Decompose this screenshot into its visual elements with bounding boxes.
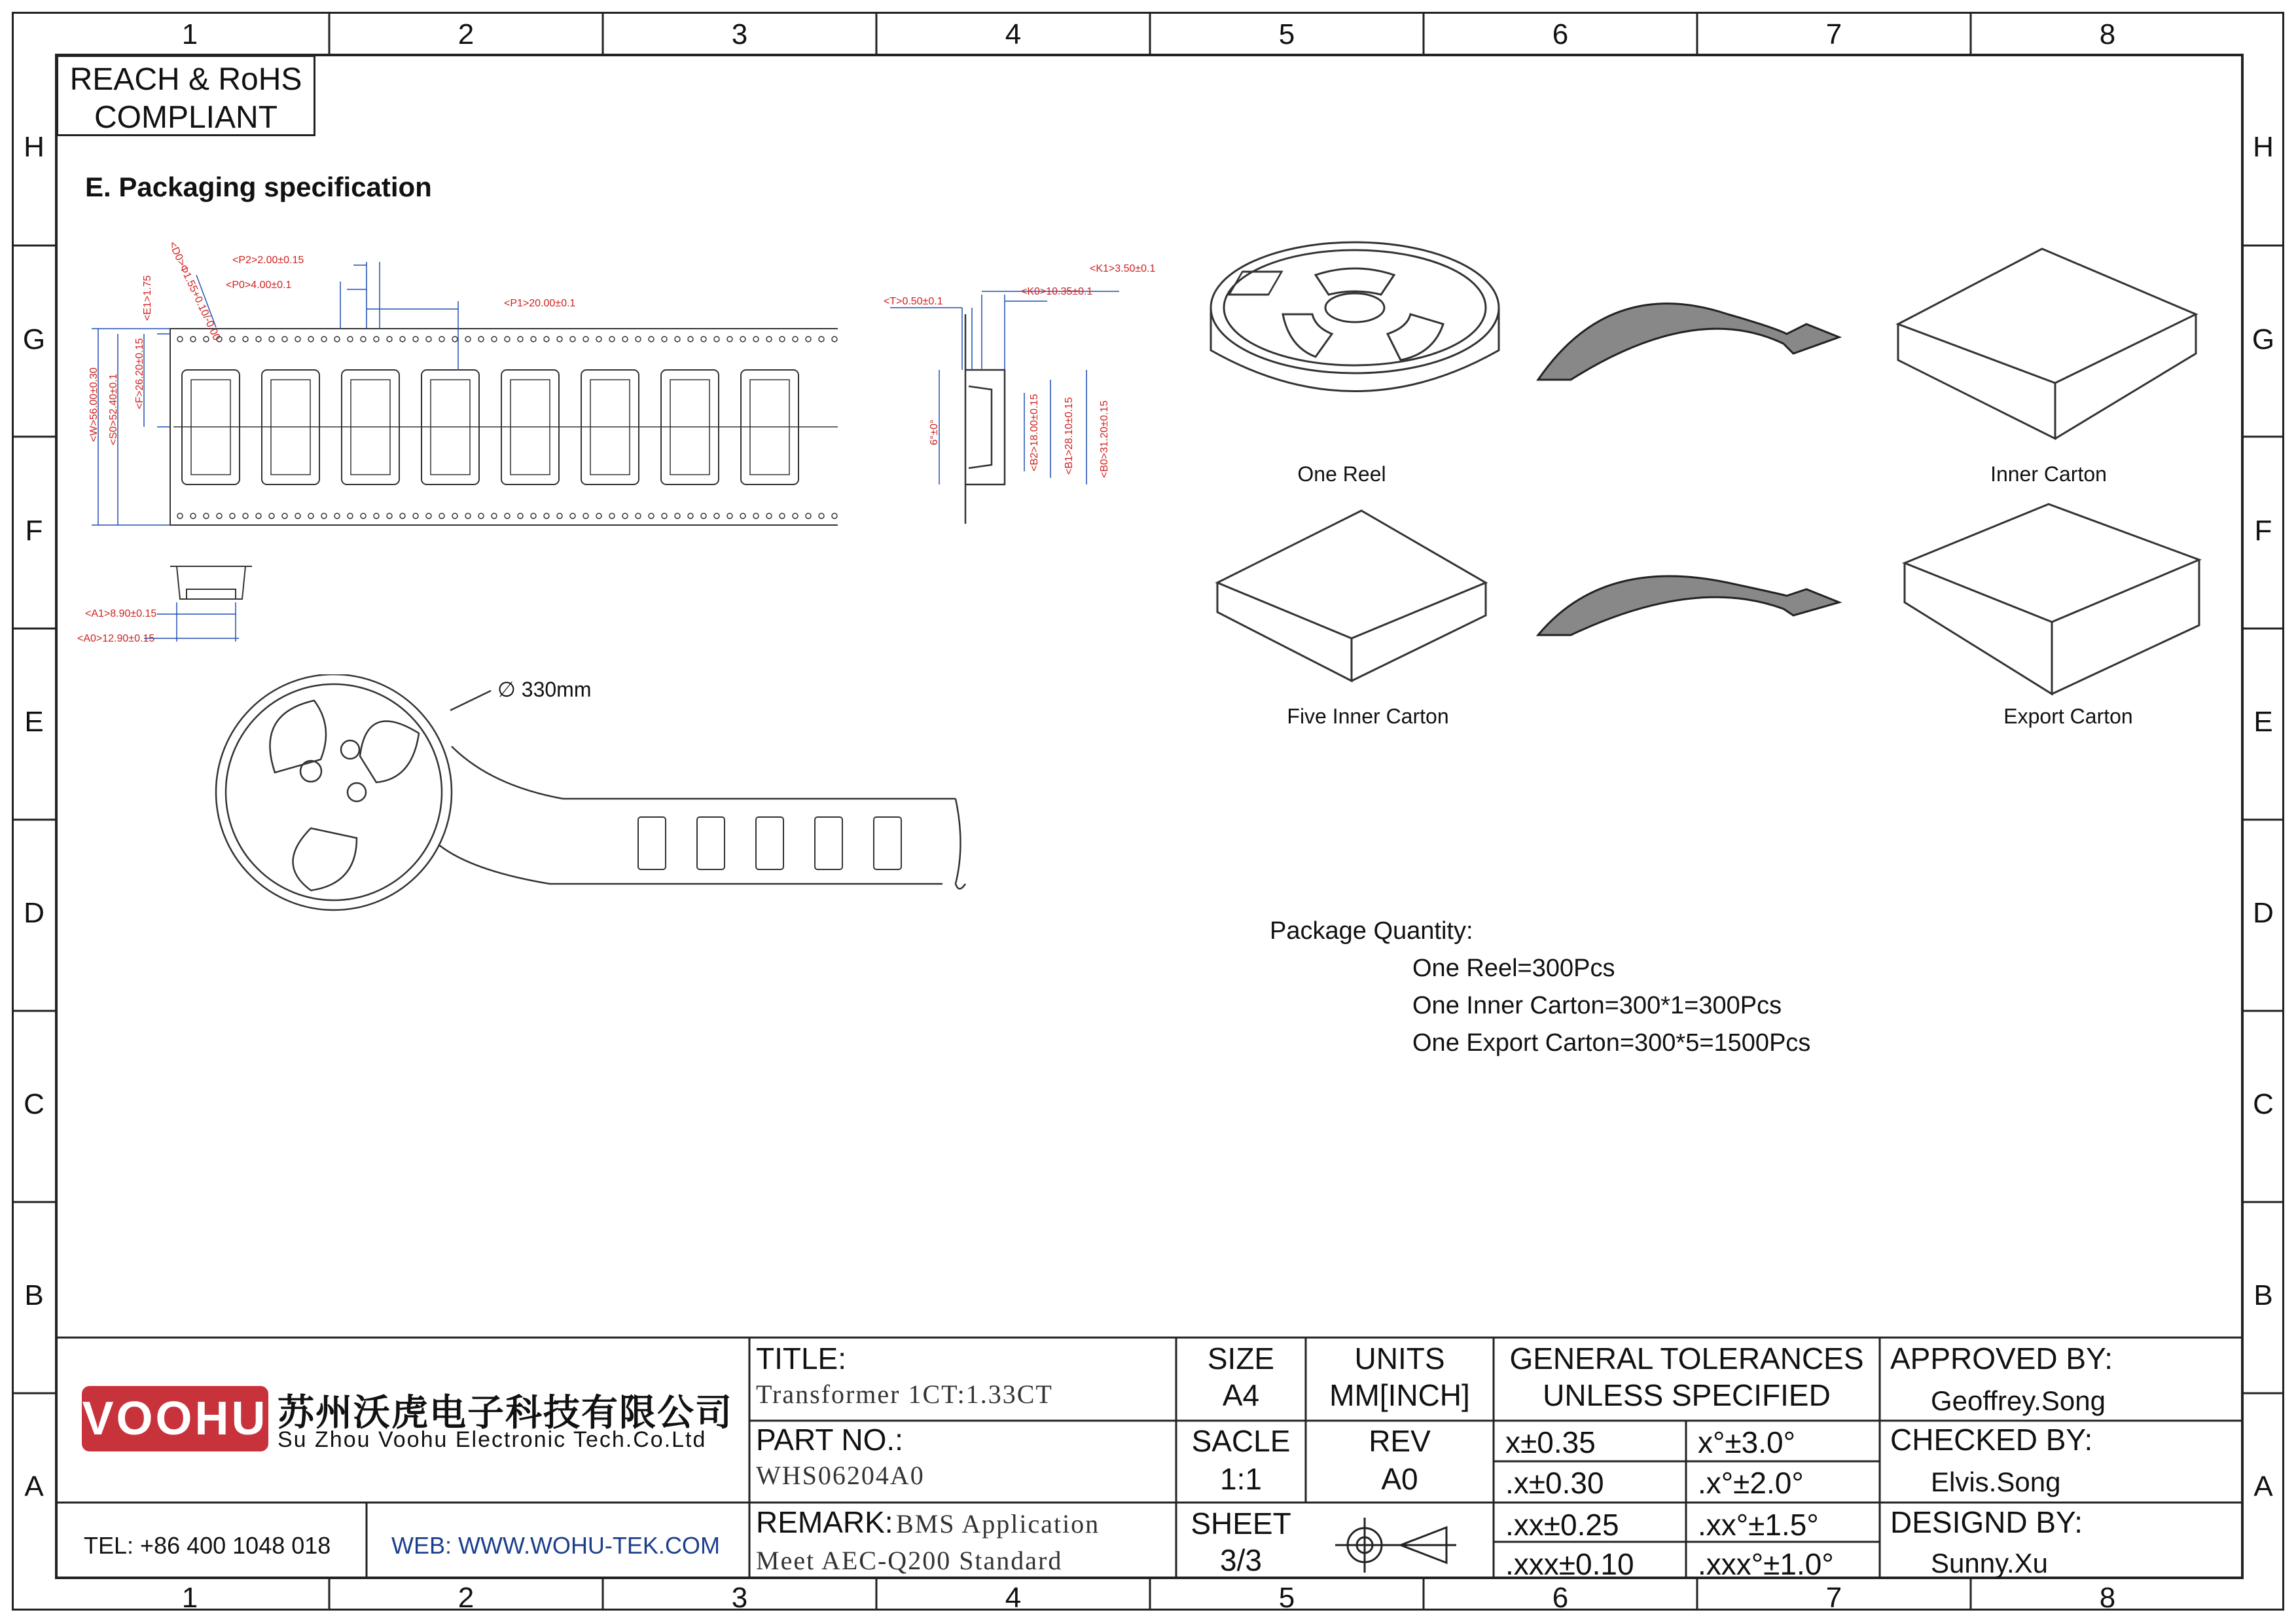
compliance-line-1: REACH & RoHS [69,62,302,97]
part-no-label: PART NO.: [756,1423,903,1457]
dim-a1: <A1>8.90±0.15 [85,608,157,619]
title-value: Transformer 1CT:1.33CT [756,1379,1053,1409]
dim-p0: <P0>4.00±0.1 [226,280,292,291]
remark-value-1: BMS Application [896,1509,1100,1539]
tolerance-angular-2: .xx°±1.5° [1698,1508,1819,1542]
zone-col-7: 7 [1825,18,1842,50]
zone-col-4-bottom: 4 [1005,1582,1022,1614]
dim-s0: <S0>52.40±0.1 [108,373,119,445]
part-no-value: WHS06204A0 [756,1461,925,1490]
dim-k0: <K0>10.35±0.1 [1021,286,1093,297]
designed-label: DESIGND BY: [1890,1505,2083,1539]
zone-col-7-bottom: 7 [1825,1582,1842,1614]
dim-f: <F>26.20±0.15 [134,338,145,409]
zone-col-8-bottom: 8 [2099,1582,2116,1614]
zone-row-b-right: B [2253,1279,2273,1311]
remark [756,1504,1100,1540]
dim-p1: <P1>20.00±0.1 [504,298,576,309]
caption-one-reel: One Reel [1297,462,1386,486]
zone-row-f: F [25,515,43,547]
tolerance-angular-3: .xxx°±1.0° [1698,1547,1834,1581]
checked-value: Elvis.Song [1931,1467,2061,1497]
remark-value-2: Meet AEC-Q200 Standard [756,1546,1063,1575]
dim-b0: <B0>31.20±0.15 [1099,400,1110,478]
tolerance-title-2: UNLESS SPECIFIED [1543,1378,1831,1412]
checked-label: CHECKED BY: [1890,1423,2093,1457]
rev-label: REV [1369,1424,1431,1458]
caption-export-carton: Export Carton [2003,704,2133,728]
package-quantity-line-1: One Reel=300Pcs [1412,955,1615,982]
zone-col-4: 4 [1005,18,1022,50]
size-value: A4 [1222,1378,1260,1412]
scale-label: SACLE [1191,1424,1291,1458]
zone-row-g: G [22,323,46,356]
reel-diameter-callout: ∅ 330mm [497,678,592,701]
dim-b1: <B1>28.10±0.15 [1064,397,1075,475]
tolerance-title-1: GENERAL TOLERANCES [1509,1341,1864,1376]
zone-col-1-bottom: 1 [181,1582,198,1614]
zone-col-6: 6 [1552,18,1569,50]
remark-label: REMARK: [756,1505,893,1539]
dim-e1: <E1>1.75 [142,275,153,321]
approved-label: APPROVED BY: [1890,1341,2113,1376]
zone-row-f-right: F [2254,515,2272,547]
dim-d0: <D0>Φ1.55+0.10/-0.00 [166,240,223,342]
zone-col-2-bottom: 2 [457,1582,475,1614]
compliance-line-2: COMPLIANT [94,100,278,135]
designed-value: Sunny.Xu [1931,1548,2049,1578]
zone-row-c: C [24,1088,45,1120]
company-name-en: Su Zhou Voohu Electronic Tech.Co.Ltd [278,1427,707,1452]
tolerance-linear-3: .xxx±0.10 [1505,1547,1634,1581]
zone-col-1: 1 [181,18,198,50]
tolerance-angular-0: x°±3.0° [1698,1425,1795,1459]
tolerance-linear-1: .x±0.30 [1505,1466,1604,1500]
zone-row-h-right: H [2253,131,2274,163]
approved-value: Geoffrey.Song [1931,1385,2106,1416]
tolerance-linear-0: x±0.35 [1505,1425,1596,1459]
zone-row-d-right: D [2253,897,2274,929]
company-name-cn: 苏州沃虎电子科技有限公司 [278,1392,733,1433]
zone-row-e-right: E [2253,706,2273,738]
dim-t: <T>0.50±0.1 [884,296,943,307]
dim-p2: <P2>2.00±0.15 [232,255,304,266]
company-logo: VOOHU [82,1386,268,1451]
dim-angle: 6°±0° [929,419,940,445]
zone-row-h: H [24,131,45,163]
reel-diameter: 330mm [521,678,592,701]
package-quantity-title: Package Quantity: [1270,917,1473,945]
title-label: TITLE: [756,1341,847,1376]
units-value: MM[INCH] [1329,1378,1470,1412]
tolerance-angular-1: .x°±2.0° [1698,1466,1804,1500]
package-quantity-line-3: One Export Carton=300*5=1500Pcs [1412,1029,1811,1057]
caption-inner-carton: Inner Carton [1990,462,2107,486]
sheet-label: SHEET [1191,1506,1291,1541]
dim-w: <W>56.00±0.30 [88,367,99,442]
zone-col-8: 8 [2099,18,2116,50]
units-label: UNITS [1354,1341,1445,1376]
zone-row-g-right: G [2251,323,2275,356]
zone-row-a-right: A [2253,1470,2273,1503]
zone-row-d: D [24,897,45,929]
zone-row-b: B [24,1279,44,1311]
zone-col-3-bottom: 3 [731,1582,748,1614]
caption-five-inner-carton: Five Inner Carton [1287,704,1449,728]
sheet-value: 3/3 [1220,1543,1262,1577]
zone-col-6-bottom: 6 [1552,1582,1569,1614]
zone-col-5-bottom: 5 [1278,1582,1295,1614]
projection-symbol [1335,1518,1456,1573]
dim-a0: <A0>12.90±0.15 [77,633,155,644]
dim-k1: <K1>3.50±0.1 [1090,263,1156,274]
company-tel: TEL: +86 400 1048 018 [84,1532,331,1559]
zone-row-e: E [24,706,44,738]
section-title: E. Packaging specification [85,172,432,202]
dim-b2: <B2>18.00±0.15 [1029,393,1040,471]
size-label: SIZE [1207,1341,1275,1376]
rev-value: A0 [1381,1462,1418,1496]
tolerance-linear-2: .xx±0.25 [1505,1508,1619,1542]
zone-row-c-right: C [2253,1088,2274,1120]
zone-col-3: 3 [731,18,748,50]
zone-col-5: 5 [1278,18,1295,50]
company-web[interactable]: WEB: WWW.WOHU-TEK.COM [391,1532,720,1559]
scale-value: 1:1 [1220,1462,1262,1496]
zone-row-a: A [24,1470,44,1503]
zone-col-2: 2 [457,18,475,50]
package-quantity-line-2: One Inner Carton=300*1=300Pcs [1412,992,1782,1019]
